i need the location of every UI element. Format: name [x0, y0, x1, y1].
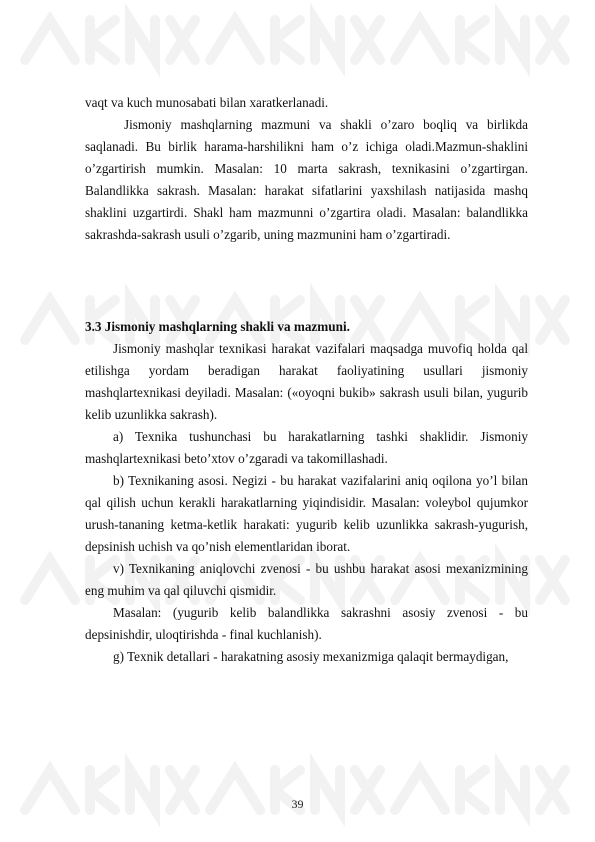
paragraph-technique-definition: Jismoniy mashqlar texnikasi harakat vazifalari maqsadga muvofiq holda qal etilishga yordam beradigan harakat faoliyatining usullari jismoniy mashqlartexnikasi deyiladi. Masalan: («oyoqni bukib» sakrash usuli bilan, yugurib kelib uzunlikka sakrash). [85, 341, 528, 422]
paragraph-item-b: b) Texnikaning asosi. Negizi - bu harakat vazifalarini aniq oqilona yo’l bilan qal qilish uchun kerakli harakatlarning yiqindisidir. Masalan: voleybol qujumkor urush-tananing ketma-ketlik harakati: yugurib kelib uzunlikka sakrash-yugurish, depsinish uchish va qo’nish elementlaridan iborat. [85, 473, 528, 554]
page-number: 39 [291, 797, 304, 811]
paragraph-item-v: v) Texnikaning aniqlovchi zvenosi - bu ushbu harakat asosi mexanizmining eng muhim va qal qiluvchi qismidir. [85, 561, 528, 598]
paragraph-form-content: Jismoniy mashqlarning mazmuni va shakli o’zaro boqliq va birlikda saqlanadi. Bu birlik harama-harshilikni ham o’z ichiga oladi.Mazmun-shaklini o’zgartirish mumkin. Masalan: 10 marta sakrash, texnikasini o’zgartirgan. Balandlikka sakrash. Masalan: harakat sifatlarini yaxshilash natijasida mashq shaklini uzgartirdi. Shakl ham mazmunni o’zgartira oladi. Masalan: balandlikka sakrashda-sakrash usuli o’zgarib, uning mazmunini ham o’zgartiradi. [85, 117, 528, 242]
paragraph-example: Masalan: (yugurib kelib balandlikka sakrashni asosiy zvenosi - bu depsinishdir, uloqtirishda - final kuchlanish). [85, 605, 528, 642]
section-heading: 3.3 Jismoniy mashqlarning shakli va mazmuni. [85, 319, 350, 334]
paragraph-item-a: a) Texnika tushunchasi bu harakatlarning tashki shaklidir. Jismoniy mashqlartexnikasi beto’xtov o’zgaradi va takomillashadi. [85, 429, 528, 466]
paragraph-item-g: g) Texnik detallari - harakatning asosiy mexanizmiga qalaqit bermaydigan, [113, 649, 509, 664]
text-line-continuation: vaqt va kuch munosabati bilan xaratkerlanadi. [85, 95, 329, 110]
document-body [85, 92, 528, 668]
